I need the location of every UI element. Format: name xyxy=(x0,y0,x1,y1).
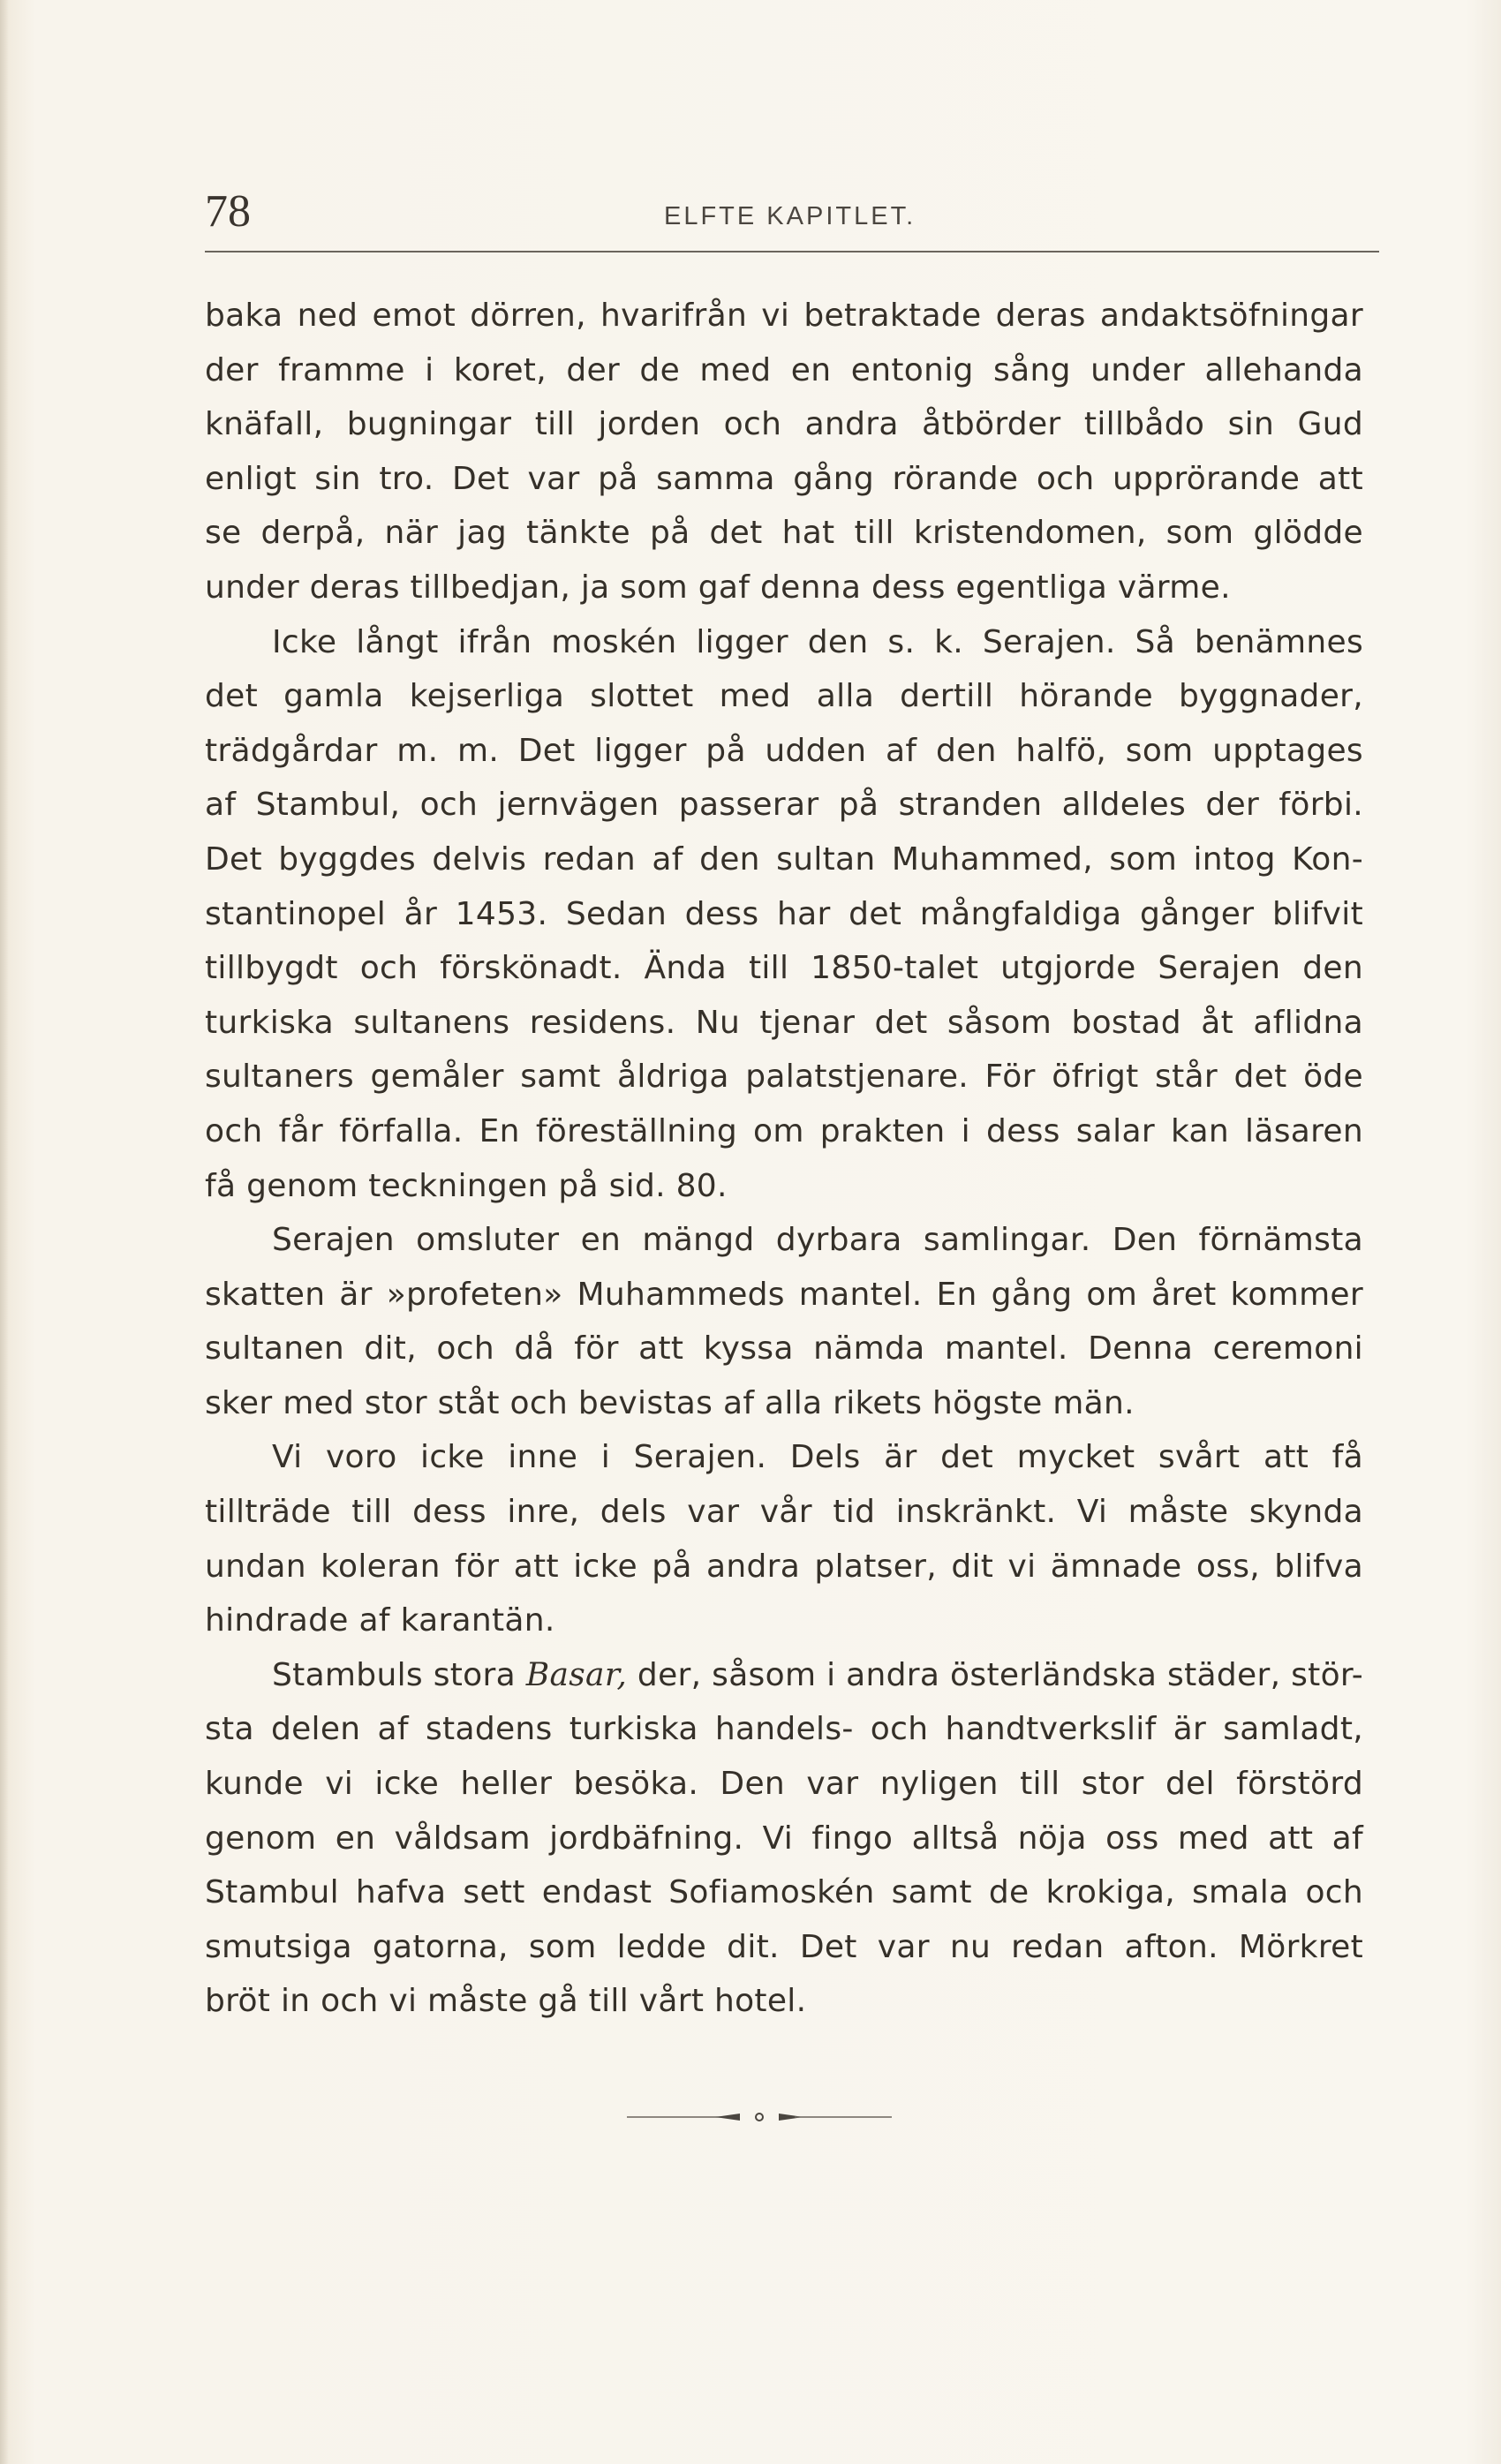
text-line: skatten är »profeten» Muhammeds mantel. En gång om året kommer xyxy=(205,1276,1363,1313)
text-line: Stambul hafva sett endast Sofiamoskén samt de krokiga, smala och xyxy=(205,1874,1363,1911)
text-line: Icke långt ifrån moskén ligger den s. k. Serajen. Så benämnes xyxy=(272,623,1363,660)
text-line: kunde vi icke heller besöka. Den var nyligen till stor del förstörd xyxy=(205,1766,1363,1803)
page-header xyxy=(205,185,1379,256)
text-line: turkiska sultanens residens. Nu tjenar det såsom bostad åt aflidna xyxy=(205,1004,1363,1041)
text-line: knäfall, bugningar till jorden och andra åtbörder tillbådo sin Gud xyxy=(205,406,1363,443)
text-line: det gamla kejserliga slottet med alla dertill hörande byggnader, xyxy=(205,678,1363,715)
text-line: sker med stor ståt och bevistas af alla rikets högste män. xyxy=(205,1384,1135,1421)
page-edge-shadow xyxy=(0,0,9,2464)
text-line: sultaners gemåler samt åldriga palatstjenare. För öfrigt står det öde xyxy=(205,1059,1363,1096)
text-line: tillbygdt och förskönadt. Ända till 1850-talet utgjorde Serajen den xyxy=(205,950,1363,987)
text-line: smutsiga gatorna, som ledde dit. Det var nu redan afton. Mörkret xyxy=(205,1928,1363,1965)
text-segment: der, såsom i andra österländska städer, stör- xyxy=(627,1656,1364,1693)
running-head: ELFTE KAPITLET. xyxy=(664,202,916,230)
text-line xyxy=(205,1648,1363,1703)
text-line: hindrade af karantän. xyxy=(205,1602,555,1639)
text-line: Vi voro icke inne i Serajen. Dels är det mycket svårt att få xyxy=(272,1439,1363,1476)
text-line: se derpå, när jag tänkte på det hat till kristendomen, som glödde xyxy=(205,515,1363,552)
italic-term: Basar, xyxy=(525,1656,628,1693)
text-line: få genom teckningen på sid. 80. xyxy=(205,1167,728,1204)
text-line: sta delen af stadens turkiska handels- och handtverkslif är samladt, xyxy=(205,1711,1363,1748)
text-line: trädgårdar m. m. Det ligger på udden af den halfö, som upptages xyxy=(205,732,1363,769)
body-text xyxy=(205,289,1363,2029)
text-line: der framme i koret, der de med en entonig sång under allehanda xyxy=(205,351,1363,388)
text-line: under deras tillbedjan, ja som gaf denna dess egentliga värme. xyxy=(205,569,1231,606)
text-line: undan koleran för att icke på andra platser, dit vi ämnade oss, blifva xyxy=(205,1548,1363,1585)
text-line: Serajen omsluter en mängd dyrbara samlingar. Den förnämsta xyxy=(272,1222,1363,1259)
text-segment: Stambuls stora xyxy=(272,1656,526,1693)
text-line: stantinopel år 1453. Sedan dess har det mångfaldiga gånger blifvit xyxy=(205,895,1363,932)
text-line: sultanen dit, och då för att kyssa nämda mantel. Denna ceremoni xyxy=(205,1330,1363,1368)
text-line: och får förfalla. En föreställning om prakten i dess salar kan läsaren xyxy=(205,1112,1363,1149)
text-line: baka ned emot dörren, hvarifrån vi betraktade deras andaktsöfningar xyxy=(205,298,1363,334)
text-line: genom en våldsam jordbäfning. Vi fingo alltså nöja oss med att af xyxy=(205,1820,1363,1857)
text-line: enligt sin tro. Det var på samma gång rörande och upprörande att xyxy=(205,460,1363,497)
text-line: Det byggdes delvis redan af den sultan Muhammed, som intog Kon- xyxy=(205,840,1363,878)
end-ornament xyxy=(627,2108,892,2126)
header-rule xyxy=(205,251,1379,252)
text-line: af Stambul, och jernvägen passerar på stranden alldeles der förbi. xyxy=(205,787,1363,824)
page-number: 78 xyxy=(205,186,251,237)
text-line: bröt in och vi måste gå till vårt hotel. xyxy=(205,1983,807,2020)
text-line: tillträde till dess inre, dels var vår tid inskränkt. Vi måste skynda xyxy=(205,1494,1363,1531)
